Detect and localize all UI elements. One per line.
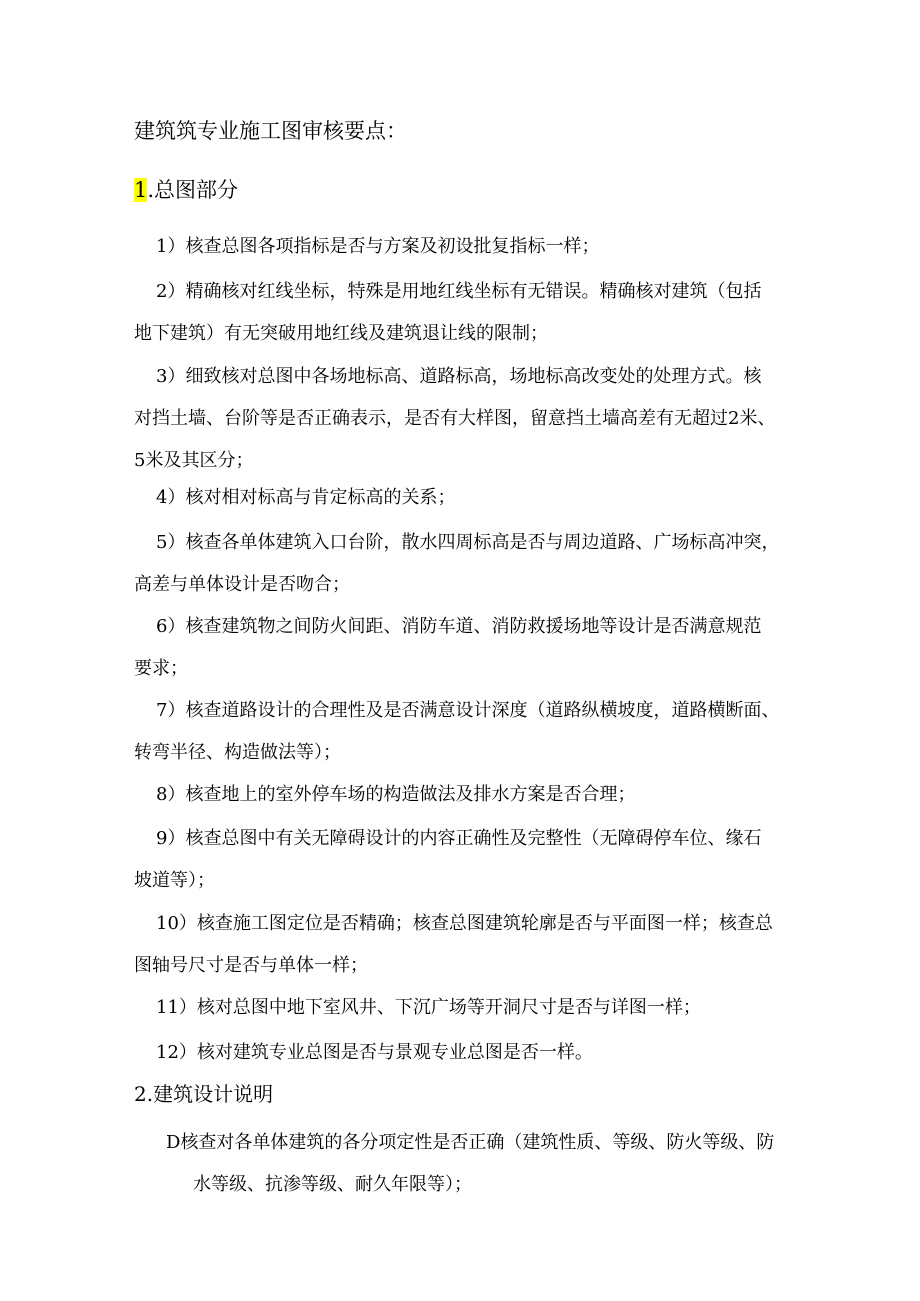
list-item-line: 水等级、抗渗等级、耐久年限等）； bbox=[193, 1174, 472, 1195]
list-item-line: 6）核查建筑物之间防火间距、消防车道、消防救援场地等设计是否满意规范 bbox=[156, 616, 762, 637]
document-title: 建筑筑专业施工图审核要点： bbox=[134, 119, 407, 143]
section-heading-1 bbox=[134, 177, 238, 203]
list-item bbox=[134, 987, 794, 1029]
list-item-line: 10）核查施工图定位是否精确；核查总图建筑轮廓是否与平面图一样；核查总 bbox=[156, 913, 773, 934]
list-item bbox=[134, 356, 794, 482]
list-item bbox=[166, 1122, 796, 1206]
list-item bbox=[134, 903, 794, 987]
list-item bbox=[134, 1032, 794, 1074]
list-item-line: D核查对各单体建筑的各分项定性是否正确（建筑性质、等级、防火等级、防 bbox=[166, 1132, 775, 1153]
list-item-line: 7）核查道路设计的合理性及是否满意设计深度（道路纵横坡度，道路横断面、 bbox=[156, 700, 780, 721]
section-heading-2: 2.建筑设计说明 bbox=[134, 1082, 274, 1106]
list-item bbox=[134, 818, 794, 902]
list-item-line: 1）核查总图各项指标是否与方案及初设批复指标一样； bbox=[156, 236, 600, 257]
list-item-line: 坡道等）； bbox=[134, 870, 215, 891]
list-item-line: 4）核对相对标高与肯定标高的关系； bbox=[156, 487, 456, 508]
list-item-line: 5）核查各单体建筑入口台阶，散水四周标高是否与周边道路、广场标高冲突， bbox=[156, 532, 780, 553]
list-item bbox=[134, 477, 794, 519]
list-item-line: 2）精确核对红线坐标，特殊是用地红线坐标有无错误。精确核对建筑（包括 bbox=[156, 281, 762, 302]
list-item-line: 8）核查地上的室外停车场的构造做法及排水方案是否合理； bbox=[156, 784, 636, 805]
list-item-line: 5米及其区分； bbox=[134, 450, 254, 471]
list-item bbox=[134, 271, 794, 355]
list-item-line: 转弯半径、构造做法等）； bbox=[134, 742, 341, 763]
list-item-line: 对挡土墙、台阶等是否正确表示，是否有大样图，留意挡土墙高差有无超过2米、 bbox=[134, 408, 776, 429]
highlighted-section-number: 1 bbox=[134, 178, 148, 202]
list-item bbox=[134, 774, 794, 816]
list-item bbox=[134, 522, 794, 606]
list-item-line: 12）核对建筑专业总图是否与景观专业总图是否一样。 bbox=[156, 1042, 593, 1063]
list-item-line: 高差与单体设计是否吻合； bbox=[134, 574, 350, 595]
list-item-line: 图轴号尺寸是否与单体一样； bbox=[134, 955, 368, 976]
list-item-line: 11）核对总图中地下室风井、下沉广场等开洞尺寸是否与详图一样； bbox=[156, 997, 701, 1018]
list-item bbox=[134, 606, 794, 690]
section-heading-1-label: .总图部分 bbox=[147, 178, 239, 202]
list-item bbox=[134, 690, 794, 774]
list-item-line: 9）核查总图中有关无障碍设计的内容正确性及完整性（无障碍停车位、缘石 bbox=[156, 828, 762, 849]
list-item-line: 地下建筑）有无突破用地红线及建筑退让线的限制； bbox=[134, 323, 548, 344]
list-item bbox=[134, 226, 794, 268]
list-item-line: 要求； bbox=[134, 658, 188, 679]
list-item-line: 3）细致核对总图中各场地标高、道路标高，场地标高改变处的处理方式。核 bbox=[156, 366, 762, 387]
